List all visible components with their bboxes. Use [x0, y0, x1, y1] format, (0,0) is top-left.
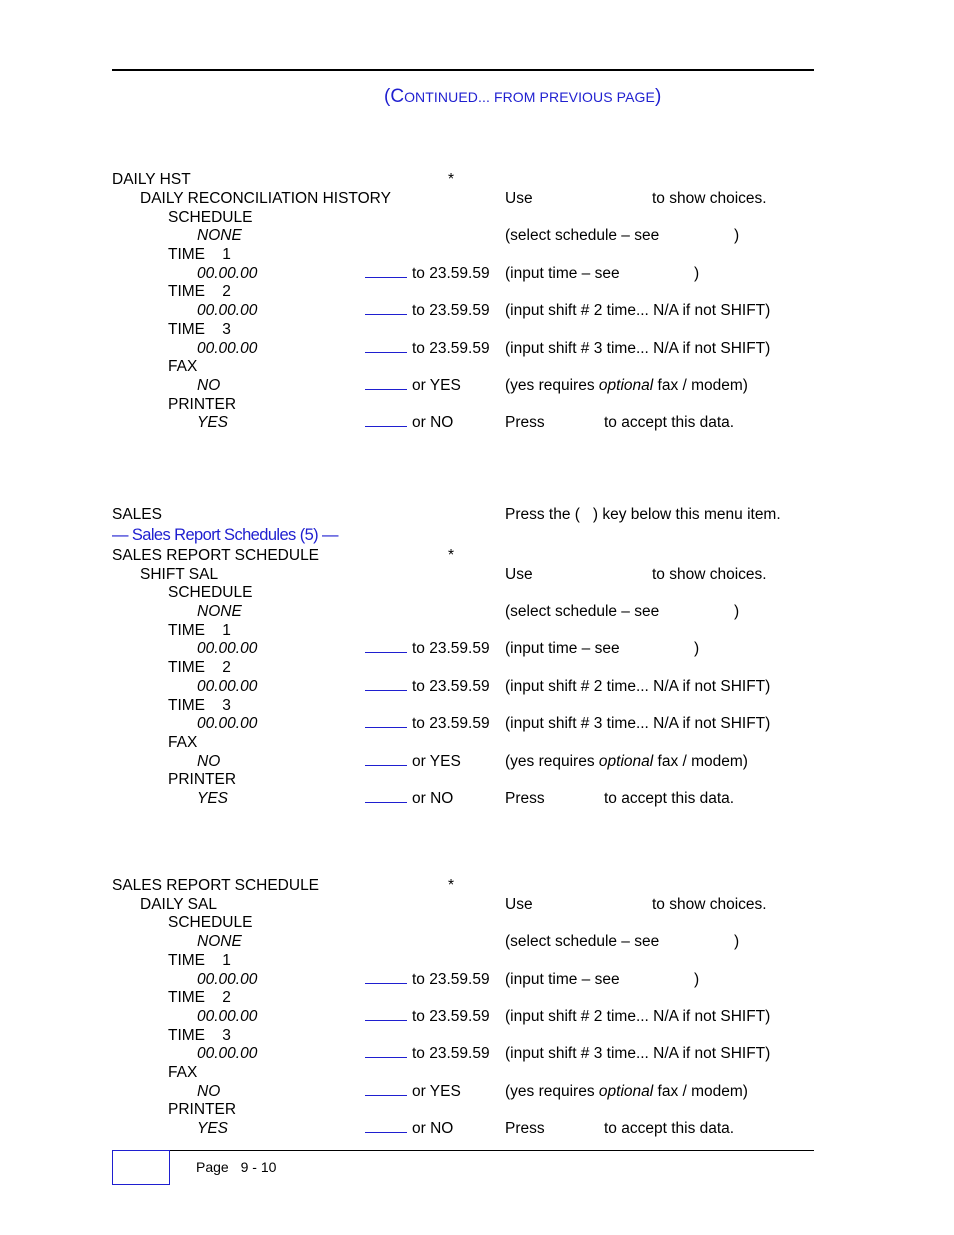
daily-sal-title: DAILY SAL — [140, 896, 217, 913]
time1-value: 00.00.00 — [197, 640, 258, 657]
time1-note: (input time – see — [505, 265, 620, 282]
printer-range: or NO — [412, 790, 454, 807]
schedule-note-close: ) — [734, 933, 740, 950]
printer-label: PRINTER — [168, 396, 237, 413]
printer-note-press: Press — [505, 414, 545, 431]
time1-note: (input time – see — [505, 640, 620, 657]
time3-note: (input shift # 3 time... N/A if not SHIFT) — [505, 340, 771, 357]
time2-label: TIME 2 — [168, 283, 231, 300]
title-note-use: Use — [505, 566, 533, 583]
time2-label: TIME 2 — [168, 659, 231, 676]
time1-label: TIME 1 — [168, 246, 231, 263]
schedule-note: (select schedule – see — [505, 603, 660, 620]
printer-range: or NO — [412, 1120, 454, 1137]
daily-hst-title: DAILY RECONCILIATION HISTORY — [140, 190, 391, 207]
schedule-label: SCHEDULE — [168, 914, 253, 931]
schedule-label: SCHEDULE — [168, 209, 253, 226]
printer-note-press: Press — [505, 790, 545, 807]
printer-note-accept: to accept this data. — [604, 790, 735, 807]
time2-range: to 23.59.59 — [412, 302, 490, 319]
page-label: Page — [196, 1159, 229, 1175]
time3-note: (input shift # 3 time... N/A if not SHIFT) — [505, 715, 771, 732]
fax-value: NO — [197, 753, 221, 770]
footer-box — [112, 1150, 170, 1185]
time1-label: TIME 1 — [168, 622, 231, 639]
sales-section-title: — Sales Report Schedules (5) — — [112, 526, 338, 544]
time3-blank — [365, 352, 407, 353]
printer-range: or NO — [412, 414, 454, 431]
printer-note-press: Press — [505, 1120, 545, 1137]
time1-blank — [365, 983, 407, 984]
title-note-show: to show choices. — [652, 566, 767, 583]
sales-menu: SALES — [112, 506, 162, 523]
time3-blank — [365, 727, 407, 728]
asterisk-marker: * — [448, 171, 455, 188]
printer-value: YES — [197, 414, 229, 431]
time2-label: TIME 2 — [168, 989, 231, 1006]
time1-note-close: ) — [694, 640, 700, 657]
time3-note: (input shift # 3 time... N/A if not SHIFT) — [505, 1045, 771, 1062]
time2-value: 00.00.00 — [197, 678, 258, 695]
fax-range: or YES — [412, 1083, 461, 1100]
shift-sal-title: SHIFT SAL — [140, 566, 219, 583]
continued-from: FROM PREVIOUS PAGE — [489, 89, 655, 105]
fax-label: FAX — [168, 734, 198, 751]
fax-blank — [365, 1095, 407, 1096]
time2-blank — [365, 314, 407, 315]
time1-range: to 23.59.59 — [412, 640, 490, 657]
printer-label: PRINTER — [168, 771, 237, 788]
time3-value: 00.00.00 — [197, 340, 258, 357]
report-schedule-title: SALES REPORT SCHEDULE — [112, 877, 320, 894]
fax-blank — [365, 765, 407, 766]
printer-note-accept: to accept this data. — [604, 1120, 735, 1137]
fax-blank — [365, 389, 407, 390]
printer-note-accept: to accept this data. — [604, 414, 735, 431]
schedule-note: (select schedule – see — [505, 933, 660, 950]
time3-blank — [365, 1057, 407, 1058]
fax-range: or YES — [412, 753, 461, 770]
time1-range: to 23.59.59 — [412, 971, 490, 988]
time2-value: 00.00.00 — [197, 1008, 258, 1025]
footer-rule — [112, 1150, 814, 1151]
sales-menu-note: Press the ( ) key below this menu item. — [505, 506, 781, 523]
footer-page — [196, 1158, 276, 1176]
time3-range: to 23.59.59 — [412, 340, 490, 357]
time2-note: (input shift # 2 time... N/A if not SHIFT) — [505, 1008, 771, 1025]
daily-hst-menu: DAILY HST — [112, 171, 191, 188]
schedule-label: SCHEDULE — [168, 584, 253, 601]
time3-value: 00.00.00 — [197, 715, 258, 732]
fax-note-pre: (yes requires — [505, 377, 595, 394]
schedule-value: NONE — [197, 603, 242, 620]
continued-paren-close: ) — [654, 86, 662, 107]
fax-value: NO — [197, 377, 221, 394]
continued-rest: ONTINUED... — [404, 89, 490, 105]
printer-value: YES — [197, 790, 229, 807]
fax-note — [505, 753, 748, 771]
time1-note: (input time – see — [505, 971, 620, 988]
asterisk-marker: * — [448, 547, 455, 564]
time3-label: TIME 3 — [168, 1027, 231, 1044]
continued-cap: C — [390, 86, 405, 107]
time3-range: to 23.59.59 — [412, 715, 490, 732]
schedule-note: (select schedule – see — [505, 227, 660, 244]
time2-range: to 23.59.59 — [412, 678, 490, 695]
printer-label: PRINTER — [168, 1101, 237, 1118]
fax-note-post: fax / modem) — [657, 377, 748, 394]
time1-note-close: ) — [694, 265, 700, 282]
time2-blank — [365, 1020, 407, 1021]
schedule-value: NONE — [197, 933, 242, 950]
fax-range: or YES — [412, 377, 461, 394]
time1-note-close: ) — [694, 971, 700, 988]
fax-note-optional: optional — [598, 377, 654, 394]
time1-blank — [365, 277, 407, 278]
time1-range: to 23.59.59 — [412, 265, 490, 282]
printer-value: YES — [197, 1120, 229, 1137]
time3-range: to 23.59.59 — [412, 1045, 490, 1062]
time1-label: TIME 1 — [168, 952, 231, 969]
report-schedule-title: SALES REPORT SCHEDULE — [112, 547, 320, 564]
time3-value: 00.00.00 — [197, 1045, 258, 1062]
time3-label: TIME 3 — [168, 697, 231, 714]
time2-blank — [365, 690, 407, 691]
fax-value: NO — [197, 1083, 221, 1100]
schedule-note-close: ) — [734, 227, 740, 244]
time3-label: TIME 3 — [168, 321, 231, 338]
fax-note-optional: optional — [598, 1083, 654, 1100]
printer-blank — [365, 802, 407, 803]
continued-paren-open: ( — [384, 86, 391, 107]
fax-label: FAX — [168, 1064, 198, 1081]
title-note-show: to show choices. — [652, 896, 767, 913]
time1-value: 00.00.00 — [197, 971, 258, 988]
fax-note — [505, 1083, 748, 1101]
printer-blank — [365, 426, 407, 427]
schedule-note-close: ) — [734, 603, 740, 620]
header-rule — [112, 69, 814, 71]
time2-range: to 23.59.59 — [412, 1008, 490, 1025]
fax-note-pre: (yes requires — [505, 753, 595, 770]
schedule-value: NONE — [197, 227, 242, 244]
asterisk-marker: * — [448, 877, 455, 894]
fax-note-post: fax / modem) — [657, 1083, 748, 1100]
time1-value: 00.00.00 — [197, 265, 258, 282]
page-number: 9 - 10 — [240, 1159, 277, 1175]
printer-blank — [365, 1132, 407, 1133]
time2-value: 00.00.00 — [197, 302, 258, 319]
title-note-use: Use — [505, 190, 533, 207]
fax-note-pre: (yes requires — [505, 1083, 595, 1100]
fax-note-post: fax / modem) — [657, 753, 748, 770]
continued-heading — [384, 86, 661, 109]
title-note-use: Use — [505, 896, 533, 913]
title-note-show: to show choices. — [652, 190, 767, 207]
fax-note-optional: optional — [598, 753, 654, 770]
time1-blank — [365, 652, 407, 653]
fax-label: FAX — [168, 358, 198, 375]
time2-note: (input shift # 2 time... N/A if not SHIFT) — [505, 678, 771, 695]
fax-note — [505, 377, 748, 395]
time2-note: (input shift # 2 time... N/A if not SHIFT) — [505, 302, 771, 319]
